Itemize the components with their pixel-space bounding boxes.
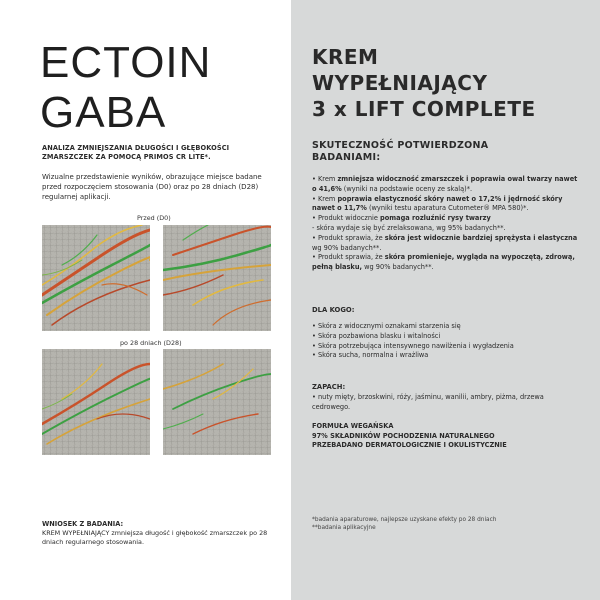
- scent-heading: ZAPACH:: [312, 383, 346, 391]
- photo-after-left: [42, 349, 150, 455]
- effectiveness-heading-line-1: SKUTECZNOŚĆ POTWIERDZONA: [312, 140, 489, 151]
- effectiveness-list: [312, 175, 584, 273]
- effect-item: • Produkt widocznie pomaga rozluźnić rysy twarzy: [312, 214, 491, 223]
- analysis-heading: ANALIZA ZMNIEJSZANIA DŁUGOŚCI I GŁĘBOKOŚCI ZMARSZCZEK ZA POMOCĄ PRIMOS CR LITE*.: [42, 144, 230, 161]
- scent-text: • nuty mięty, brzoskwini, róży, jaśminu, wanilii, ambry, piżma, drzewa cedrowego.: [312, 393, 544, 411]
- analysis-description: Wizualne przedstawienie wyników, obrazujące miejsce badane przed rozpoczęciem stosowania (D0) oraz po 28 dniach (D28) regularnej aplikacji.: [42, 173, 262, 201]
- cream-title-line-1: KREM: [312, 45, 379, 69]
- effect-item: • Krem zmniejsza widoczność zmarszczek i poprawia owal twarzy nawet o 41,6% (wyniki na podstawie oceny ze skalą)*.: [312, 175, 578, 193]
- photo-before-right: [163, 225, 271, 331]
- cream-title-line-3: 3 x LIFT COMPLETE: [312, 97, 536, 121]
- title-line-1: ECTOIN: [40, 38, 212, 87]
- list-item: • Skóra z widocznymi oznakami starzenia się: [312, 322, 461, 330]
- list-item: • Skóra sucha, normalna i wrażliwa: [312, 351, 429, 360]
- formula-info: [312, 422, 592, 451]
- for-whom-heading: DLA KOGO:: [312, 306, 355, 314]
- footnote-2: **badania aplikacyjne: [312, 525, 376, 531]
- formula-line-3: PRZEBADANO DERMATOLOGICZNIE I OKULISTYCZNIE: [312, 441, 507, 449]
- list-item: • Skóra pozbawiona blasku i witalności: [312, 331, 441, 340]
- label-before: Przed (D0): [137, 214, 171, 222]
- label-after: po 28 dniach (D28): [120, 339, 182, 347]
- effect-item: • Produkt sprawia, że skóra promienieje, wygląda na wypoczętą, zdrową, pełną blasku, wg 90% badanych**.: [312, 253, 575, 272]
- photo-before-left: [42, 225, 150, 331]
- conclusion-heading: WNIOSEK Z BADANIA:: [42, 520, 124, 528]
- photo-after-right: [163, 349, 271, 455]
- formula-line-2: 97% SKŁADNIKÓW POCHODZENIA NATURALNEGO: [312, 431, 495, 440]
- title-line-2: GABA: [40, 88, 167, 137]
- effect-item: • Krem poprawia elastyczność skóry nawet o 17,2% i jędrność skóry nawet o 11,7% (wyniki testu aparatura Cutometer® MPA 580)*.: [312, 194, 563, 213]
- effectiveness-heading: [312, 140, 488, 164]
- footnotes: [312, 516, 582, 532]
- conclusion-text: KREM WYPEŁNIAJĄCY zmniejsza długość i głębokość zmarszczek po 28 dniach regularnego stosowania.: [42, 529, 268, 546]
- formula-line-1: FORMUŁA WEGAŃSKA: [312, 422, 394, 430]
- cream-title: [312, 44, 536, 122]
- effectiveness-heading-line-2: BADANIAMI:: [312, 152, 381, 163]
- list-item: • Skóra potrzebująca intensywnego nawilżenia i wygładzenia: [312, 341, 514, 350]
- for-whom-list: [312, 322, 582, 361]
- effect-item: - skóra wydaje się być zrelaksowana, wg 95% badanych**.: [312, 223, 506, 232]
- effect-item: • Produkt sprawia, że skóra jest widocznie bardziej sprężysta i elastyczna wg 90% badanych**.: [312, 233, 578, 252]
- product-title: [40, 38, 211, 138]
- cream-title-line-2: WYPEŁNIAJĄCY: [312, 71, 488, 95]
- footnote-1: *badania aparaturowe, najlepsze uzyskane efekty po 28 dniach: [312, 517, 497, 523]
